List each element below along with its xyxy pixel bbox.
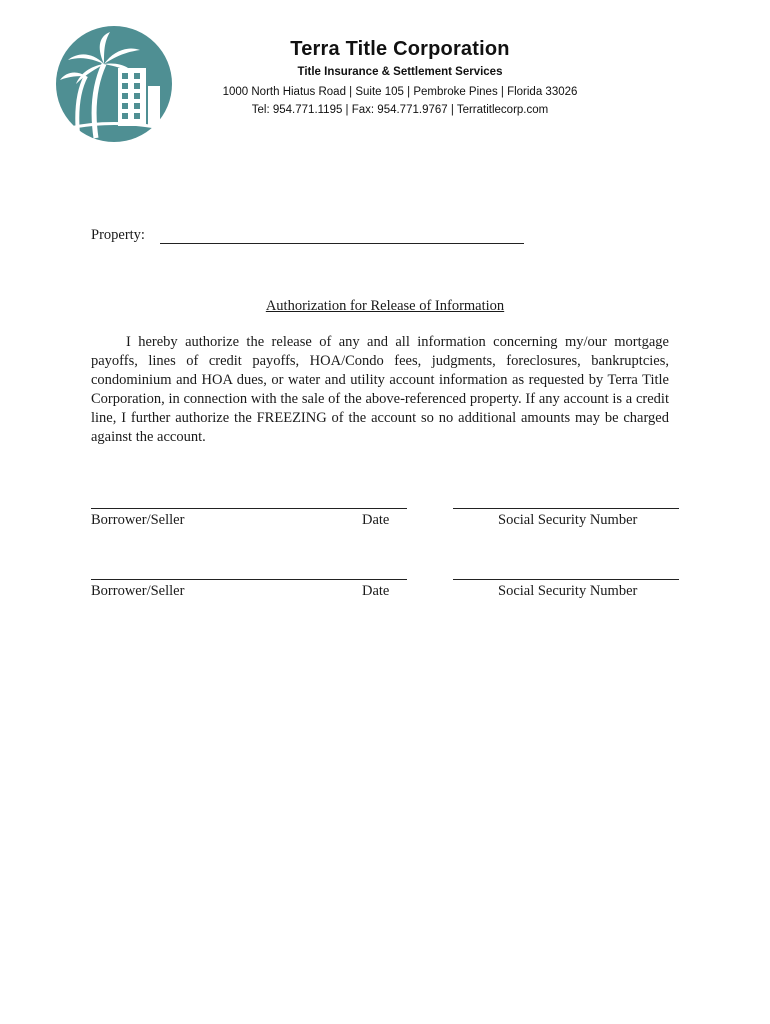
company-logo bbox=[56, 26, 172, 142]
company-name: Terra Title Corporation bbox=[290, 38, 510, 60]
borrower-signature-line-1[interactable] bbox=[91, 508, 407, 509]
company-contact: Tel: 954.771.1195 | Fax: 954.771.9767 | Terratitlecorp.com bbox=[251, 104, 549, 116]
property-input-line[interactable] bbox=[160, 243, 524, 244]
property-label: Property: bbox=[91, 227, 145, 243]
document-title-text: Authorization for Release of Information bbox=[265, 298, 505, 314]
ssn-label-2: Social Security Number bbox=[498, 583, 638, 599]
borrower-signature-line-2[interactable] bbox=[91, 579, 407, 580]
borrower-label-1: Borrower/Seller bbox=[91, 512, 185, 528]
company-address: 1000 North Hiatus Road | Suite 105 | Pembroke Pines | Florida 33026 bbox=[222, 86, 578, 98]
ssn-line-2[interactable] bbox=[453, 579, 679, 580]
date-label-2: Date bbox=[362, 583, 390, 599]
document-title bbox=[0, 298, 770, 315]
authorization-body: I hereby authorize the release of any and all information concerning my/our mortgage payoffs, lines of credit payoffs, HOA/Condo fees, judgments, foreclosures, bankruptcies, condominium and HOA dues, or water and utility account information as requested by Terra Title Corporation, in connection with the sale of the above-referenced property. If any account is a credit line, I further authorize the FREEZING of the account so no additional amounts may be charged against the account. bbox=[91, 334, 669, 445]
borrower-label-2: Borrower/Seller bbox=[91, 583, 185, 599]
ssn-label-1: Social Security Number bbox=[498, 512, 638, 528]
date-label-1: Date bbox=[362, 512, 390, 528]
ssn-line-1[interactable] bbox=[453, 508, 679, 509]
company-tagline: Title Insurance & Settlement Services bbox=[297, 66, 503, 78]
